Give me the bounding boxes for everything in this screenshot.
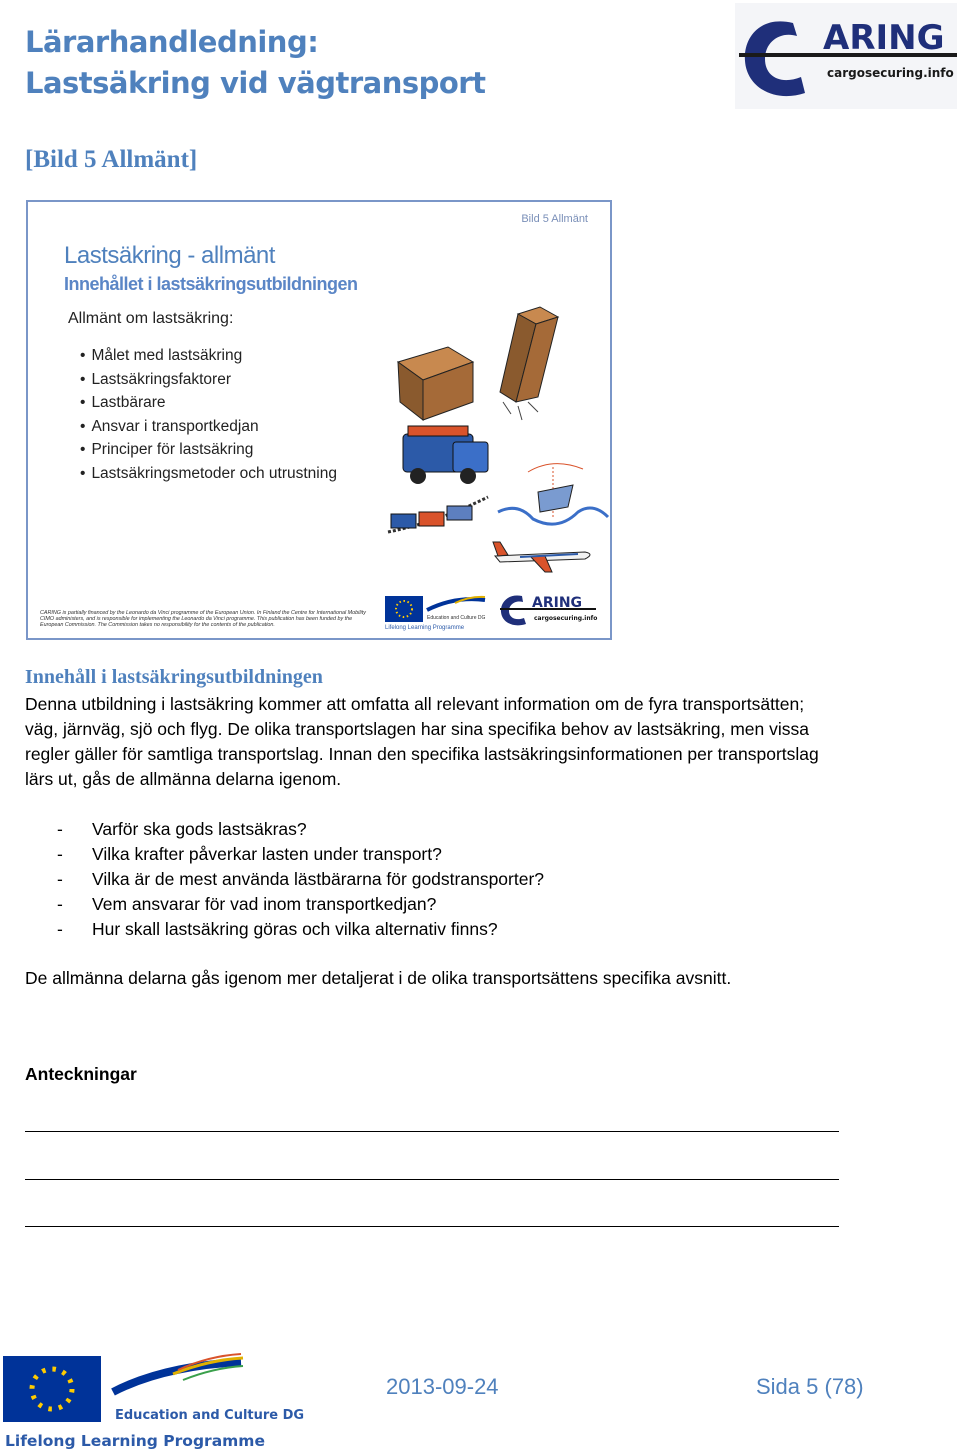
intro-paragraph: Denna utbildning i lastsäkring kommer att omfatta all relevant information om de fyra transportsätten; väg, järnväg, sjö och flyg. De olika transportslagen har sina specifika behov av lastsäkring, men vissa regler gäller för samtliga transportslag. Innan den specifika lastsäkringsinformationen per transportslag lärs ut, gås de allmänna delarna igenom. — [25, 694, 819, 789]
slide-bullet: • Principer för lastsäkring — [80, 438, 337, 462]
footer-llp-label: Lifelong Learning Programme — [5, 1432, 265, 1450]
question-text: Vilka krafter påverkar lasten under transport? — [92, 844, 442, 864]
question-item — [57, 867, 544, 892]
truck-illustration — [398, 424, 498, 494]
slide-eu-label: Education and Culture DG — [427, 615, 486, 621]
logo-text: ARING — [823, 18, 945, 58]
closing-paragraph: De allmänna delarna gås igenom mer detaljerat i de olika transportsättens specifika avsnitt. — [25, 968, 732, 988]
eu-flag-icon — [385, 596, 423, 622]
notes-line — [25, 1131, 839, 1132]
title-line-2: Lastsäkring vid vägtransport — [25, 66, 486, 100]
question-text: Vem ansvarar för vad inom transportkedjan? — [92, 894, 437, 914]
footer-eu-label: Education and Culture DG — [115, 1408, 305, 1423]
ship-illustration — [498, 457, 608, 537]
slide-image — [26, 200, 612, 640]
question-item — [57, 817, 544, 842]
logo-url: cargosecuring.info — [827, 66, 954, 80]
question-item — [57, 892, 544, 917]
slide-logo-text: ARING — [532, 595, 583, 611]
document-title — [25, 22, 485, 104]
dash-marker: - — [57, 869, 63, 889]
slide-bullet: • Målet med lastsäkring — [80, 344, 337, 368]
slide-bullet: • Lastsäkringsmetoder och utrustning — [80, 462, 337, 486]
train-illustration — [383, 492, 493, 542]
dash-marker: - — [57, 844, 63, 864]
slide-bullet: • Ansvar i transportkedjan — [80, 415, 337, 439]
education-culture-swoosh — [425, 594, 487, 614]
title-line-1: Lärarhandledning: — [25, 25, 319, 59]
slide-bullet-list — [80, 344, 337, 485]
slide-title: Lastsäkring - allmänt — [64, 242, 275, 269]
dash-marker: - — [57, 919, 63, 939]
question-text: Hur skall lastsäkring göras och vilka alternativ finns? — [92, 919, 498, 939]
notes-line — [25, 1226, 839, 1227]
cargo-boxes-illustration — [378, 302, 578, 432]
slide-subtitle: Innehållet i lastsäkringsutbildningen — [64, 274, 358, 294]
slide-logo-url: cargosecuring.info — [534, 615, 598, 622]
notes-line — [25, 1179, 839, 1180]
eu-llp-logo — [3, 1352, 305, 1450]
section-heading: [Bild 5 Allmänt] — [25, 146, 198, 173]
content-heading: Innehåll i lastsäkringsutbildningen — [25, 666, 323, 688]
dash-marker: - — [57, 894, 63, 914]
slide-llp-label: Lifelong Learning Programme — [385, 625, 465, 631]
question-list — [57, 817, 544, 942]
caring-logo — [735, 3, 957, 109]
slide-bullet: • Lastbärare — [80, 391, 337, 415]
slide-footnote: CARING is partially financed by the Leonardo da Vinci programme of the European Union. In Finland the Centre for International Mobility CIMO administers, and is responsible for implementing the Leonardo da Vinci programme. This publication has been funded by the European Commission. The Commission takes no responsibility for the contents of the publication. — [40, 610, 366, 629]
dash-marker: - — [57, 819, 63, 839]
question-item — [57, 842, 544, 867]
question-text: Vilka är de mest använda lästbärarna för godstransporter? — [92, 869, 545, 889]
slide-bullet: • Lastsäkringsfaktorer — [80, 368, 337, 392]
airplane-illustration — [490, 534, 600, 574]
question-item — [57, 917, 544, 942]
notes-heading: Anteckningar — [25, 1064, 137, 1084]
footer-date: 2013-09-24 — [386, 1374, 499, 1399]
slide-tag: Bild 5 Allmänt — [521, 213, 588, 225]
slide-lead: Allmänt om lastsäkring: — [68, 310, 234, 327]
page-number: Sida 5 (78) — [756, 1374, 864, 1399]
slide-caring-logo — [498, 590, 598, 630]
question-text: Varför ska gods lastsäkras? — [92, 819, 307, 839]
